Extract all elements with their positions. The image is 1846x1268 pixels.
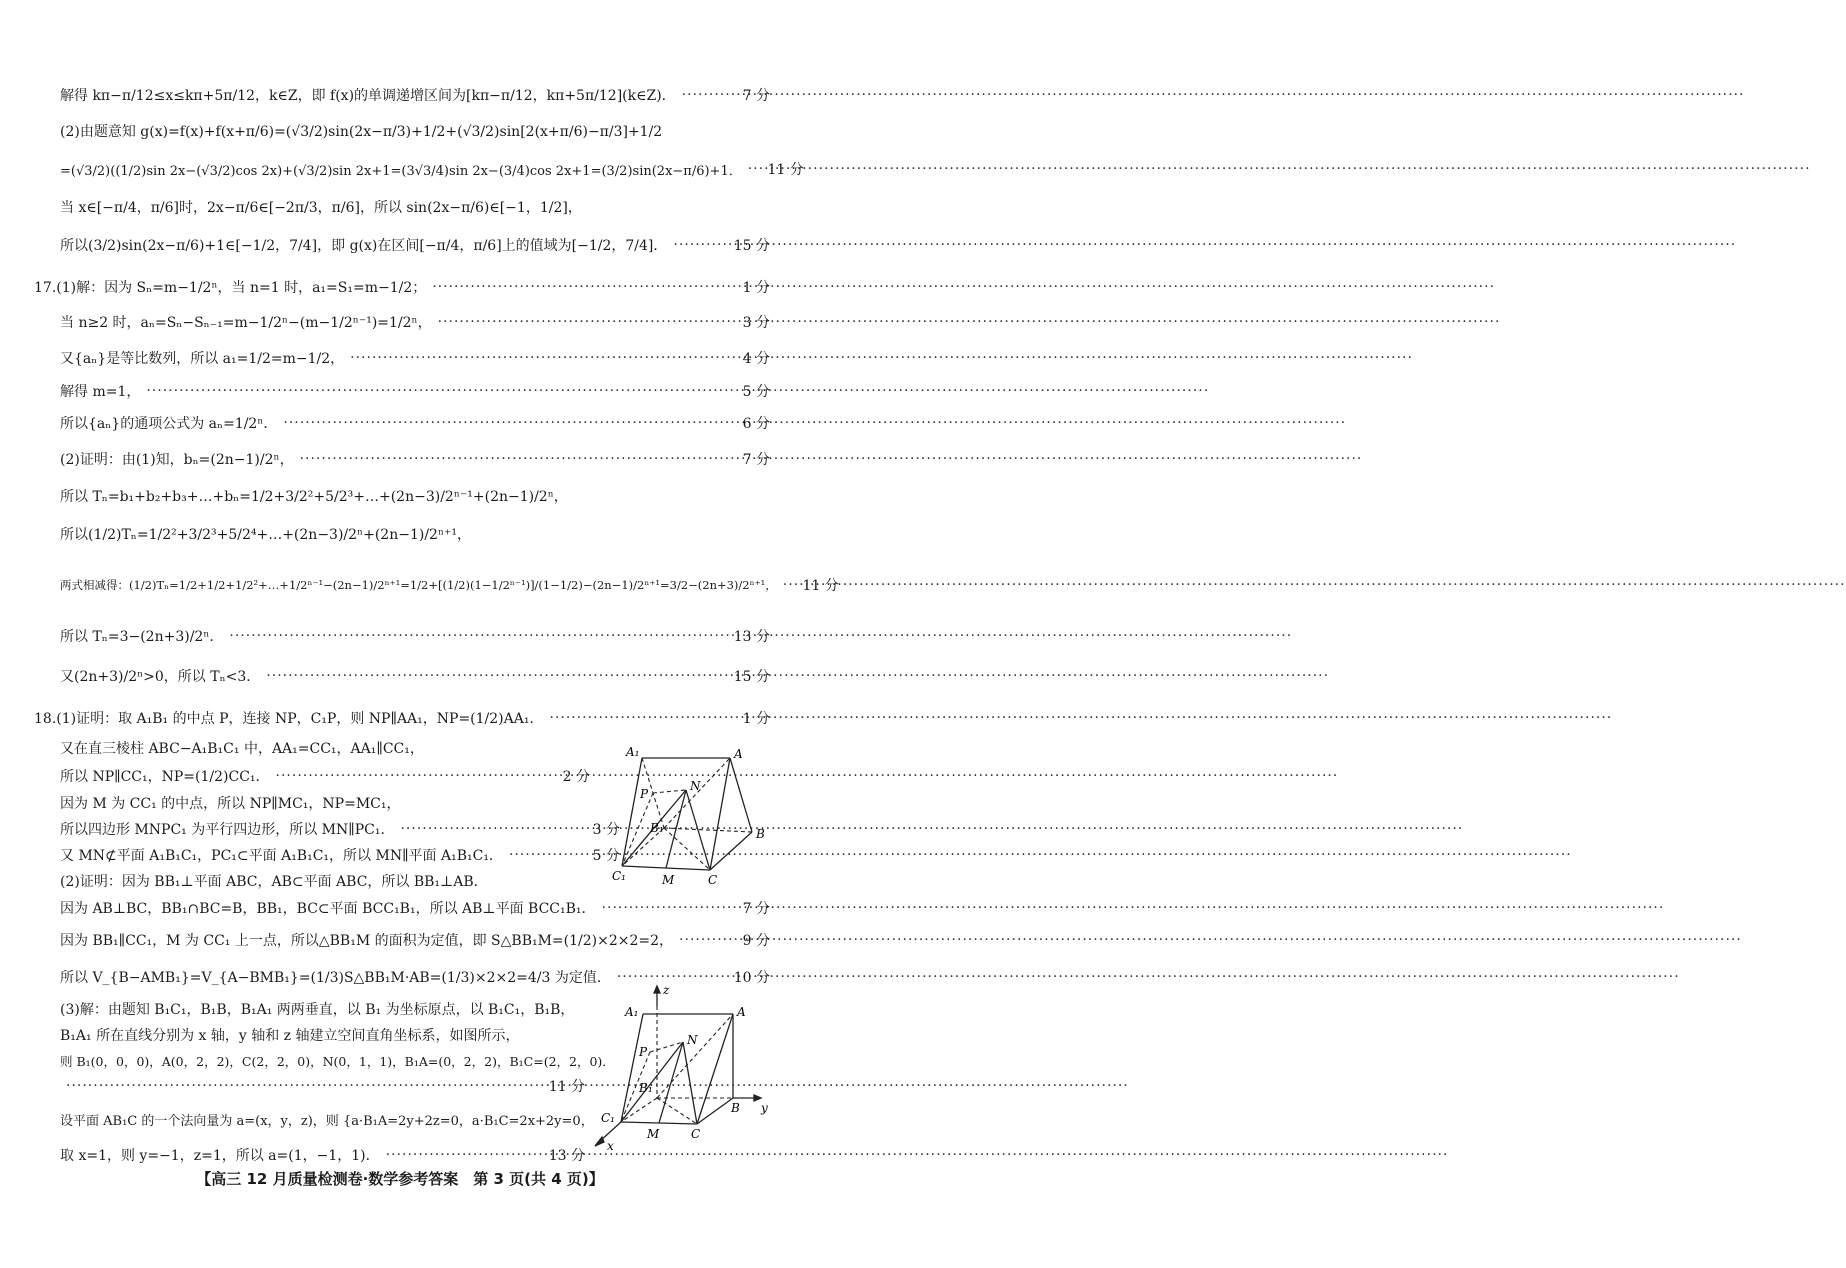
answer-line: =(√3/2)((1/2)sin 2x−(√3/2)cos 2x)+(√3/2)sin 2x+1=(3√3/4)sin 2x−(3/4)cos 2x+1=(3/2)sin(2x−π/6)+1． ····· 11 分 bbox=[60, 150, 770, 188]
answer-line: 设平面 AB₁C 的一个法向量为 a=(x，y，z)，则 {a·B₁A=2y+2z=0，a·B₁C=2x+2y=0， bbox=[60, 1113, 594, 1129]
point-label-N: N bbox=[687, 1033, 698, 1047]
answer-page bbox=[0, 0, 839, 1268]
vertex-label-B1: B₁ bbox=[639, 1081, 653, 1095]
answer-line: (3)解：由题知 B₁C₁，B₁B，B₁A₁ 两两垂直，以 B₁ 为坐标原点，以 B₁C₁，B₁B， bbox=[60, 1002, 575, 1018]
point-label-P: P bbox=[639, 1045, 648, 1059]
answer-line: 所以 NP∥CC₁，NP=(1/2)CC₁． ····· 2 分 bbox=[60, 762, 590, 790]
answer-line: 又在直三棱柱 ABC−A₁B₁C₁ 中，AA₁=CC₁，AA₁∥CC₁， bbox=[60, 741, 424, 757]
answer-line: 所以(3/2)sin(2x−π/6)+1∈[−1/2，7/4]，即 g(x)在区间[−π/4，π/6]上的值域为[−1/2，7/4]． ····· 15 分 bbox=[60, 226, 770, 264]
vertex-label-B: B bbox=[756, 827, 765, 841]
vertex-label-C1: C₁ bbox=[612, 869, 626, 883]
prism-figure bbox=[612, 744, 772, 894]
vertex-label-B1: B₁ bbox=[650, 821, 664, 835]
point-label-N: N bbox=[690, 779, 701, 793]
answer-line: B₁A₁ 所在直线分别为 x 轴，y 轴和 z 轴建立空间直角坐标系，如图所示， bbox=[60, 1028, 520, 1044]
answer-line: 解得 kπ−π/12≤x≤kπ+5π/12，k∈Z，即 f(x)的单调递增区间为[kπ−π/12，kπ+5π/12](k∈Z)． ····· 7 分 bbox=[60, 78, 770, 112]
vertex-label-A1: A₁ bbox=[625, 1005, 639, 1019]
answer-line: 所以 V_{B−AMB₁}=V_{A−BMB₁}=(1/3)S△BB₁M·AB=(1/3)×2×2=4/3 为定值． ····· 10 分 bbox=[60, 958, 770, 996]
answer-line: 17.(1)解：因为 Sₙ=m−1/2ⁿ，当 n=1 时，a₁=S₁=m−1/2； ····· 1 分 bbox=[34, 270, 770, 304]
axis-label-y: y bbox=[761, 1101, 768, 1115]
vertex-label-A: A bbox=[737, 1005, 746, 1019]
vertex-label-B: B bbox=[731, 1101, 740, 1115]
answer-line: 因为 BB₁∥CC₁，M 为 CC₁ 上一点，所以△BB₁M 的面积为定值，即 S△BB₁M=(1/2)×2×2=2， ····· 9 分 bbox=[60, 922, 770, 958]
point-label-M: M bbox=[662, 873, 675, 887]
vertex-label-C1: C₁ bbox=[601, 1111, 615, 1125]
answer-line: (2)由题意知 g(x)=f(x)+f(x+π/6)=(√3/2)sin(2x−π/3)+1/2+(√3/2)sin[2(x+π/6)−π/3]+1/2 bbox=[60, 124, 663, 140]
answer-line: 所以 Tₙ=3−(2n+3)/2ⁿ． ····· 13 分 bbox=[60, 616, 770, 656]
vertex-label-C: C bbox=[708, 873, 718, 887]
answer-line: 当 n≥2 时，aₙ=Sₙ−Sₙ₋₁=m−1/2ⁿ−(m−1/2ⁿ⁻¹)=1/2ⁿ， ····· 3 分 bbox=[60, 304, 770, 340]
answer-line: 则 B₁(0，0，0)，A(0，2，2)，C(2，2，0)，N(0，1，1)，B₁A=(0，2，2)，B₁C=(2，2，0)． bbox=[60, 1054, 615, 1069]
axis-label-x: x bbox=[607, 1139, 614, 1153]
answer-line: 所以(1/2)Tₙ=1/2²+3/2³+5/2⁴+…+(2n−3)/2ⁿ+(2n−1)/2ⁿ⁺¹， bbox=[60, 527, 471, 543]
answer-line: (2)证明：由(1)知，bₙ=(2n−1)/2ⁿ， ····· 7 分 bbox=[60, 440, 770, 478]
answer-line: 18.(1)证明：取 A₁B₁ 的中点 P，连接 NP，C₁P，则 NP∥AA₁，NP=(1/2)AA₁． ····· 1 分 bbox=[34, 702, 770, 734]
answer-line: 所以 Tₙ=b₁+b₂+b₃+…+bₙ=1/2+3/2²+5/2³+…+(2n−3)/2ⁿ⁻¹+(2n−1)/2ⁿ， bbox=[60, 489, 568, 505]
vertex-label-A: A bbox=[734, 747, 743, 761]
answer-line: ····· 11 分 bbox=[60, 1074, 585, 1098]
answer-line: 所以{aₙ}的通项公式为 aₙ=1/2ⁿ． ····· 6 分 bbox=[60, 406, 770, 440]
point-label-P: P bbox=[640, 787, 649, 801]
answer-line: 因为 M 为 CC₁ 的中点，所以 NP∥MC₁，NP=MC₁， bbox=[60, 796, 401, 812]
vertex-label-A1: A₁ bbox=[626, 745, 640, 759]
answer-line: 因为 AB⊥BC，BB₁∩BC=B，BB₁，BC⊂平面 BCC₁B₁，所以 AB⊥平面 BCC₁B₁． ····· 7 分 bbox=[60, 894, 770, 922]
axis-label-z: z bbox=[663, 983, 670, 997]
answer-line: 两式相减得：(1/2)Tₙ=1/2+1/2+1/2²+…+1/2ⁿ⁻¹−(2n−1)/2ⁿ⁺¹=1/2+[(1/2)(1−1/2ⁿ⁻¹)]/(1−1/2)−(2n−1)/2ⁿ⁺¹=3/2−(2n+3)/2ⁿ⁺¹， ····· 11 分 bbox=[60, 554, 770, 616]
coordinate-figure bbox=[585, 982, 775, 1152]
answer-line: 取 x=1，则 y=−1，z=1，所以 a=(1，−1，1)． ····· 13 分 bbox=[60, 1140, 585, 1170]
vertex-label-C: C bbox=[691, 1127, 701, 1141]
answer-line: (2)证明：因为 BB₁⊥平面 ABC，AB⊂平面 ABC，所以 BB₁⊥AB． bbox=[60, 874, 488, 890]
page-footer: 【高三 12 月质量检测卷·数学参考答案 第 3 页(共 4 页)】 bbox=[196, 1170, 604, 1188]
point-label-M: M bbox=[647, 1127, 660, 1141]
answer-line: 又{aₙ}是等比数列，所以 a₁=1/2=m−1/2， ····· 4 分 bbox=[60, 340, 770, 376]
answer-line: 所以四边形 MNPC₁ 为平行四边形，所以 MN∥PC₁． ····· 3 分 bbox=[60, 816, 620, 842]
answer-line: 当 x∈[−π/4，π/6]时，2x−π/6∈[−2π/3，π/6]，所以 sin(2x−π/6)∈[−1，1/2]， bbox=[60, 200, 582, 216]
answer-line: 又 MN⊄平面 A₁B₁C₁，PC₁⊂平面 A₁B₁C₁，所以 MN∥平面 A₁B₁C₁． ····· 5 分 bbox=[60, 842, 620, 868]
answer-line: 又(2n+3)/2ⁿ>0，所以 Tₙ<3． ····· 15 分 bbox=[60, 656, 770, 696]
answer-line: 解得 m=1， ····· 5 分 bbox=[60, 376, 770, 406]
